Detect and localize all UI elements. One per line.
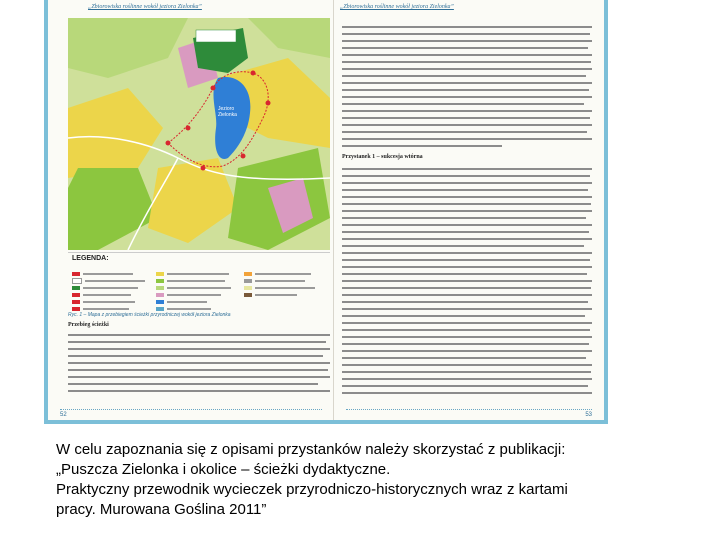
body-text-line [342, 110, 592, 112]
right-page [334, 0, 604, 420]
legend-row [72, 272, 145, 277]
body-text-line [342, 68, 592, 70]
body-text-line [342, 196, 592, 198]
lake-label: Jezioro Zielonka [218, 106, 237, 118]
legend-row [244, 265, 311, 270]
legend-row [72, 265, 133, 270]
body-text-line [342, 26, 592, 28]
body-text-line [342, 175, 590, 177]
body-text-line [342, 61, 591, 63]
legend-row [244, 272, 305, 277]
body-text-line [342, 182, 592, 184]
body-text-line [342, 336, 592, 338]
right-page-number: 53 [585, 412, 592, 418]
body-text-line [342, 117, 590, 119]
body-text-line [342, 82, 592, 84]
body-text-line [342, 189, 588, 191]
map-caption: Ryc. 1 – Mapa z przebiegiem ścieżki przyrodniczej wokół jeziora Zielonka [68, 312, 231, 318]
body-text-line [68, 341, 326, 343]
left-page-number: 52 [60, 412, 67, 418]
body-text-line [342, 89, 589, 91]
body-text-line [342, 280, 592, 282]
body-text-line [342, 322, 592, 324]
trail-stop-marker [241, 154, 246, 159]
legend-row [156, 300, 211, 305]
legend-row [72, 279, 138, 284]
slide-body-text: W celu zapoznania się z opisami przystanków należy skorzystać z publikacji: „Puszcza Zielonka i okolice – ścieżki dydaktyczne. Praktyczny przewodnik wycieczek przyrodniczo-historycznych wraz z kartami pracy. Murowana Goślina 2011” [56, 441, 568, 518]
legend-row [72, 293, 135, 298]
trail-stop-marker [266, 101, 271, 106]
legend-row [72, 286, 131, 291]
body-text-line [342, 210, 592, 212]
body-text-line [342, 238, 592, 240]
body-text-line [342, 145, 502, 147]
right-running-head: „Zbiorowiska roślinne wokół jeziora Zielonka” [340, 4, 454, 10]
body-text-line [342, 343, 589, 345]
trail-map [68, 18, 330, 250]
body-text-line [342, 75, 586, 77]
body-text-line [342, 96, 592, 98]
body-text-line [342, 40, 592, 42]
trail-stop-marker [211, 86, 216, 91]
body-text-line [342, 287, 591, 289]
legend-row [244, 286, 297, 291]
body-text-line [342, 371, 591, 373]
trail-stop-marker [186, 126, 191, 131]
body-text-line [68, 383, 318, 385]
body-text-line [342, 259, 590, 261]
body-text-line [342, 252, 592, 254]
body-text-line [68, 348, 330, 350]
legend-row [156, 279, 231, 284]
body-text-line [68, 369, 328, 371]
body-text-line [342, 357, 586, 359]
footer-rule [60, 409, 322, 410]
body-text-line [342, 224, 592, 226]
body-text-line [342, 168, 592, 170]
body-text-line [342, 54, 592, 56]
body-text-line [342, 138, 592, 140]
legend-title: LEGENDA: [72, 255, 109, 262]
body-text-line [342, 294, 592, 296]
body-text-line [342, 131, 587, 133]
body-text-line [342, 315, 585, 317]
body-text-line [342, 103, 584, 105]
body-text-line [342, 308, 592, 310]
trail-stop-marker [166, 141, 171, 146]
section-heading-left: Przebieg ścieżki [68, 322, 109, 328]
trail-stop-marker [201, 166, 206, 171]
body-text-line [68, 362, 330, 364]
section-heading-right: Przystanek 1 – sukcesja wtórna [342, 154, 423, 160]
left-running-head: „Zbiorowiska roślinne wokół jeziora Zielonka” [88, 4, 202, 10]
map-legend [68, 252, 330, 309]
body-text-line [342, 301, 588, 303]
trail-stop-marker [251, 71, 256, 76]
body-text-line [342, 329, 590, 331]
body-text-line [342, 245, 584, 247]
body-text-line [68, 355, 323, 357]
left-page [48, 0, 334, 420]
body-text-line [342, 364, 592, 366]
body-text-line [342, 350, 592, 352]
body-text-line [342, 203, 591, 205]
legend-row [156, 265, 229, 270]
body-text-line [342, 392, 592, 394]
body-text-line [68, 376, 330, 378]
legend-row [244, 279, 315, 284]
body-text-line [342, 124, 592, 126]
body-text-line [68, 334, 330, 336]
body-text-line [342, 231, 589, 233]
body-text-line [342, 266, 592, 268]
body-text-line [342, 33, 590, 35]
body-text-line [68, 390, 330, 392]
footer-rule [346, 409, 592, 410]
body-text-line [342, 273, 587, 275]
legend-row [156, 272, 225, 277]
legend-row [156, 293, 207, 298]
legend-row [156, 286, 221, 291]
trail-map-graphic [68, 18, 330, 250]
body-text-line [342, 217, 586, 219]
body-text-line [342, 47, 588, 49]
legend-row [72, 300, 129, 305]
reserve-label-box [196, 30, 236, 42]
body-text-line [342, 385, 588, 387]
body-text-line [342, 378, 592, 380]
